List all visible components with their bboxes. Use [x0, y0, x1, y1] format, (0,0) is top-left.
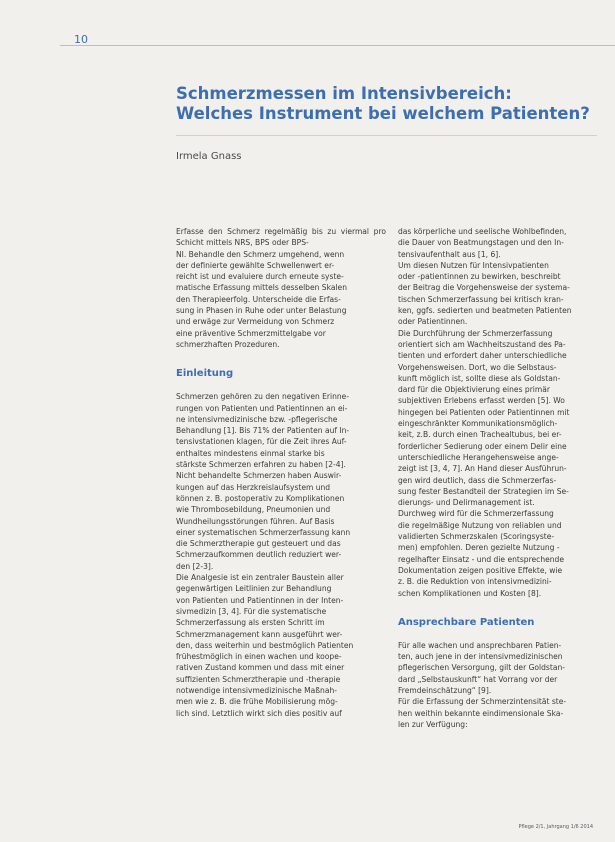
text-line: Behandlung [1]. Bis 71% der Patienten auf In- — [176, 426, 350, 436]
intro-paragraph — [176, 226, 386, 350]
body-paragraph — [398, 328, 588, 509]
body-paragraph — [398, 226, 588, 260]
text-line: die regelmäßige Nutzung von reliablen und — [398, 520, 562, 530]
text-line: tienten und erfordert daher unterschiedliche — [398, 351, 567, 361]
text-line: notwendige intensivmedizinische Maßnah- — [176, 685, 337, 695]
header-rule — [60, 45, 615, 46]
text-line: den, dass weiterhin und bestmöglich Patienten — [176, 640, 354, 650]
text-line: Dokumentation zeigen positive Effekte, wie — [398, 565, 563, 575]
body-paragraph — [176, 572, 386, 719]
text-line: zeigt ist [3, 4, 7]. An Hand dieser Ausführun- — [398, 464, 567, 474]
text-line: den [2-3]. — [176, 561, 214, 571]
text-line: eine präventive Schmerzmittelgabe vor — [176, 328, 326, 338]
article-title — [176, 84, 596, 124]
text-line: ne intensivmedizinische bzw. -pflegerische — [176, 414, 338, 424]
text-line: men wie z. B. die frühe Mobilisierung mög- — [176, 697, 338, 707]
text-line: dierungs- und Delirmanagement ist. — [398, 498, 535, 508]
text-line: die Dauer von Beatmungstagen und den In- — [398, 238, 564, 248]
title-line-2: Welches Instrument bei welchem Patienten? — [176, 104, 590, 123]
page-number: 10 — [74, 33, 88, 46]
text-line: die Schmerztherapie gut gesteuert und das — [176, 539, 341, 549]
text-line: keit, z.B. durch einen Trachealtubus, bei er- — [398, 430, 562, 440]
body-paragraph — [398, 260, 588, 328]
text-line: z. B. die Reduktion von intensivmedizini- — [398, 577, 552, 587]
text-line: Nicht behandelte Schmerzen haben Auswir- — [176, 471, 342, 481]
body-paragraph — [398, 508, 588, 598]
text-line: subjektiven Erlebens erfasst werden [5]. Wo — [398, 396, 565, 406]
text-line: lich sind. Letztlich wirkt sich dies positiv auf — [176, 708, 342, 718]
text-line: ken, ggfs. sedierten und beatmeten Patienten — [398, 306, 572, 316]
text-line: dard „Selbstauskunft“ hat Vorrang vor der — [398, 674, 558, 684]
text-line: von Patienten und Patientinnen in der Inten- — [176, 595, 344, 605]
text-line: ten, auch jene in der intensivmedizinischen — [398, 652, 563, 662]
text-line: Die Analgesie ist ein zentraler Baustein aller — [176, 573, 344, 583]
text-line: len zur Verfügung: — [398, 719, 468, 729]
text-line: tischen Schmerzerfassung bei kritisch kran- — [398, 294, 564, 304]
text-line: der definierte gewählte Schwellenwert er- — [176, 260, 335, 270]
text-line: reicht ist und evaluiere durch erneute syste- — [176, 272, 344, 282]
author-name: Irmela Gnass — [176, 151, 242, 162]
text-line: eingeschränkter Kommunikationsmöglich- — [398, 419, 558, 429]
text-line: Die Durchführung der Schmerzerfassung — [398, 328, 553, 338]
text-line: kungen auf das Herzkreislaufsystem und — [176, 482, 331, 492]
text-line: können z. B. postoperativ zu Komplikationen — [176, 493, 345, 503]
text-line: enthaltes mindestens einmal starke bis — [176, 448, 325, 458]
text-line: das körperliche und seelische Wohlbefinden, — [398, 227, 567, 236]
text-line: men) empfohlen. Deren gezielte Nutzung - — [398, 543, 560, 553]
body-paragraph — [398, 696, 588, 730]
title-line-1: Schmerzmessen im Intensivbereich: — [176, 84, 512, 103]
text-line: orientiert sich am Wachheitszustand des Pa- — [398, 339, 566, 349]
text-line: Fremdeinschätzung“ [9]. — [398, 685, 492, 695]
text-line: NI. Behandle den Schmerz umgehend, wenn — [176, 249, 345, 259]
text-line: Schmerzerfassung als ersten Schritt im — [176, 618, 325, 628]
text-line: unterschiedliche Herangehensweise ange- — [398, 452, 559, 462]
text-line: sivmedizin [3, 4]. Für die systematische — [176, 606, 327, 616]
text-line: stärkste Schmerzen erfahren zu haben [2-4]. — [176, 460, 346, 470]
text-line: regelhafter Einsatz - und die entsprechende — [398, 554, 564, 564]
text-line: oder -patientinnen zu bewirken, beschreibt — [398, 272, 561, 282]
text-line: sung fester Bestandteil der Strategien im Se- — [398, 486, 569, 496]
text-line: hen weithin bekannte eindimensionale Ska- — [398, 708, 564, 718]
text-line: tensivaufenthalt aus [1, 6]. — [398, 249, 501, 259]
section-heading-ansprechbare-patienten: Ansprechbare Patienten — [398, 616, 535, 628]
left-column — [176, 226, 386, 719]
text-line: Schmerzmanagement kann ausgeführt wer- — [176, 629, 343, 639]
text-line: forderlicher Sedierung oder einem Delir eine — [398, 441, 567, 451]
text-line: suffizienten Schmerztherapie und -therapie — [176, 674, 341, 684]
text-line: frühestmöglich in einen wachen und koope- — [176, 652, 342, 662]
text-line: kunft möglich ist, sollte diese als Goldstan- — [398, 373, 561, 383]
text-line: Schmerzen gehören zu den negativen Erinne- — [176, 392, 350, 402]
title-rule — [176, 135, 597, 136]
text-line: oder Patientinnen. — [398, 317, 468, 327]
text-line: Für alle wachen und ansprechbaren Patien- — [398, 640, 562, 650]
text-line: dard für die Objektivierung eines primär — [398, 385, 550, 395]
text-line: der Beitrag die Vorgehensweise der systema- — [398, 283, 570, 293]
body-paragraph — [398, 640, 588, 696]
text-line: Wundheilungsstörungen führen. Auf Basis — [176, 516, 335, 526]
text-line: den Therapieerfolg. Unterscheide die Erfas- — [176, 294, 341, 304]
text-line: gegenwärtigen Leitlinien zur Behandlung — [176, 584, 332, 594]
right-column — [398, 226, 588, 730]
text-line: matische Erfassung mittels desselben Skalen — [176, 283, 347, 293]
text-line: einer systematischen Schmerzerfassung kann — [176, 527, 351, 537]
body-paragraph — [176, 391, 386, 572]
text-line: rativen Zustand kommen und dass mit einer — [176, 663, 345, 673]
text-line: Durchweg wird für die Schmerzerfassung — [398, 509, 554, 519]
text-line: Für die Erfassung der Schmerzintensität ste- — [398, 697, 567, 707]
section-heading-einleitung: Einleitung — [176, 368, 234, 380]
text-line: schen Komplikationen und Kosten [8]. — [398, 588, 542, 598]
text-line: wie Thrombosebildung, Pneumonien und — [176, 505, 331, 515]
text-line: Schmerzaufkommen deutlich reduziert wer- — [176, 550, 342, 560]
text-line: Vorgehensweisen. Dort, wo die Selbstaus- — [398, 362, 557, 372]
text-line: pflegerischen Versorgung, gilt der Goldstan- — [398, 663, 565, 673]
text-line: Um diesen Nutzen für Intensivpatienten — [398, 260, 549, 270]
text-line: hingegen bei Patienten oder Patientinnen mit — [398, 407, 570, 417]
text-line: Erfasse den Schmerz regelmäßig bis zu viermal pro Schicht mittels NRS, BPS oder BPS- — [176, 227, 386, 248]
text-line: sung in Phasen in Ruhe oder unter Belastung — [176, 306, 347, 316]
text-line: schmerzhaften Prozeduren. — [176, 339, 280, 349]
text-line: und erwäge zur Vermeidung von Schmerz — [176, 317, 335, 327]
text-line: gen wird deutlich, dass die Schmerzerfas- — [398, 475, 557, 485]
text-line: tensivstationen klagen, für die Zeit ihres Auf- — [176, 437, 347, 447]
footer-journal-info: Pflege 2/1, Jahrgang 1/6 2014 — [518, 824, 593, 830]
text-line: validierten Schmerzskalen (Scoringsyste- — [398, 532, 555, 542]
text-line: rungen von Patienten und Patientinnen an ei- — [176, 403, 348, 413]
